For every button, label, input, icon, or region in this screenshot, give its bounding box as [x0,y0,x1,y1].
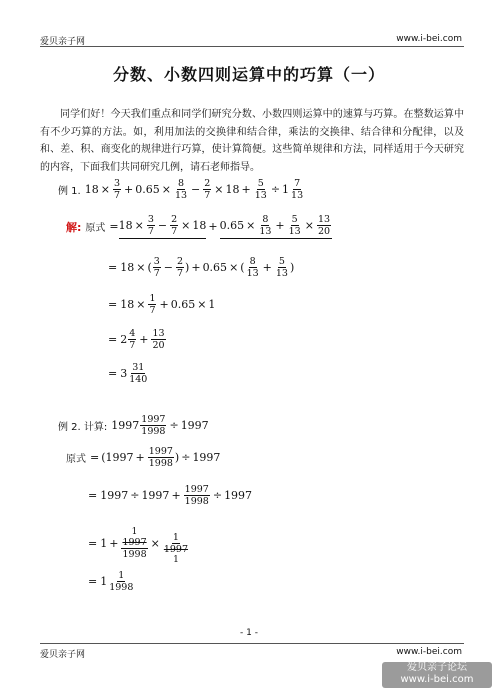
example1-statement [58,178,305,201]
math-token: − [191,183,201,196]
math-token: + [241,183,251,196]
original-label: 原式 [66,454,86,465]
watermark-logo: 爱贝亲子论坛 www.i-bei.com [382,662,492,688]
math-token: 18 [84,183,99,196]
underlined-group: 18 × $\frac{3}{7}$ − $\frac{2}{7}$ × 18 [118,214,207,237]
fraction: $\frac{2}{7}$ [204,178,211,201]
example1-step1 [66,214,332,239]
math-token: × [100,183,110,196]
math-token: × [214,183,224,196]
math-token: ÷ [270,183,281,196]
fraction: $\frac{5}{13}$ [254,178,267,201]
header-url: www.i-bei.com [396,34,462,44]
fraction: 7 13 [291,178,304,201]
math-token: 0.65 [135,183,160,196]
intro-paragraph: 同学们好！今天我们重点和同学们研究分数、小数四则运算中的速算与巧算。在整数运算中有不少巧算的方法。如，利用加法的交换律和结合律，乘法的交换律、结合律和分配律，以及和、差、积、商变化的规律进行巧算，使计算简便。这些简单规律和方法，同样适用于今天研究的内容，下面我们共同研究几例，请石老师指导。 [40,109,464,173]
page-title: 分数、小数四则运算中的巧算（一） [112,65,385,84]
example2-result: = 1 1 1998 [88,570,134,593]
math-token: + [208,220,218,233]
footer-site-name: 爱贝亲子网 [40,650,86,660]
header-site-name: 爱贝亲子网 [40,37,86,47]
example2-label: 例 2. 计算: [58,422,108,433]
solution-label: 解: [66,220,82,234]
example1-result: = 3 31 140 [108,362,148,385]
header-rule [40,46,464,47]
page-number: - 1 - [240,628,258,638]
original-label: 原式 [85,223,106,234]
example2-step1: 原式 = ( 1997 + $\frac{1997}{1998}$ ) ÷ 1997 [66,446,221,469]
example1-label: 例 1. [58,186,81,197]
example1-step2: = 18 × ( 3 7 − $\frac{2}{7}$ ) + 0.65 × ( 8 13 + $\frac{5}{13}$ ) [108,256,295,279]
footer-url: www.i-bei.com [396,647,462,657]
math-token: × [161,183,171,196]
example1-step3: = 18 × $\frac{1}{7}$ + 0.65 × 1 [108,293,216,316]
math-token: 1 [282,183,290,196]
example2-statement: 例 2. 计算: 1997 $\frac{1997}{1998}$ ÷ 1997 [58,414,209,437]
math-token: + [124,183,134,196]
fraction: $\frac{8}{13}$ [174,178,188,201]
math-token: = [109,220,119,233]
example2-step3: = 1 + 1 1997 1998 × 1 1997 1 [88,527,189,565]
footer-rule [40,643,464,644]
underlined-group: 0.65 × $\frac{8}{13}$ + $\frac{5}{13}$ × $\frac{13}{20}$ [219,214,331,237]
fraction: $\frac{3}{7}$ [113,178,120,201]
example1-step4: = 2 4 7 + $\frac{13}{20}$ [108,328,165,351]
example2-step2: = 1997 ÷ 1997 + $\frac{1997}{1998}$ ÷ 1997 [88,484,253,507]
math-token: 18 [225,183,240,196]
